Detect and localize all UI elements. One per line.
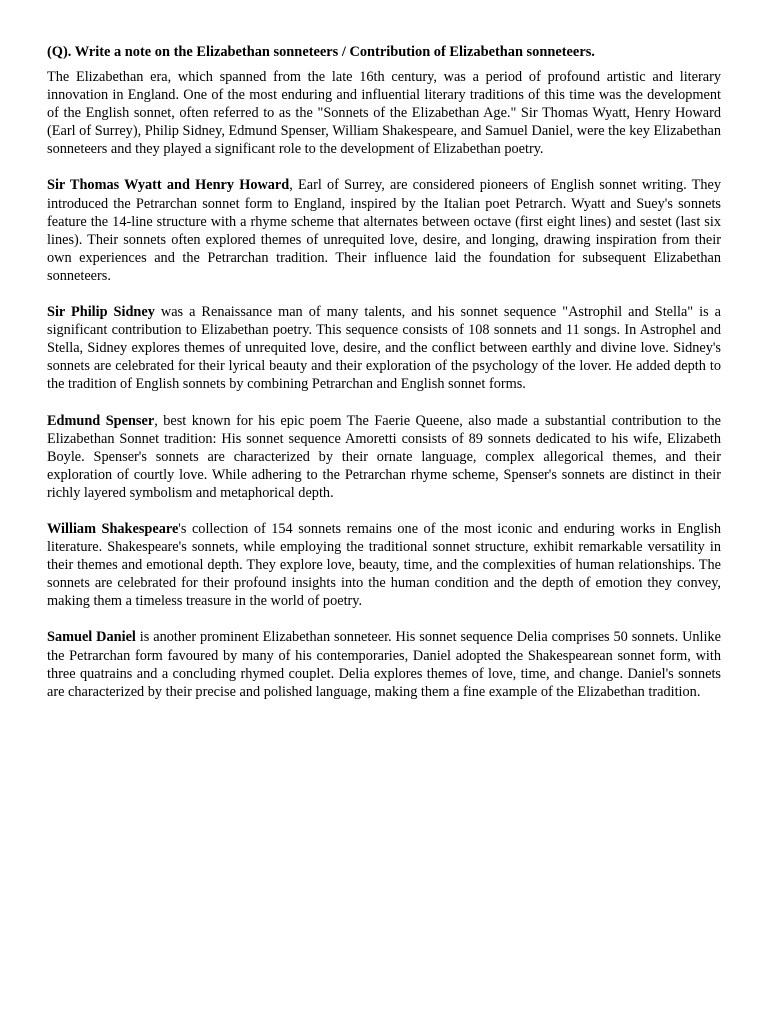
paragraph-text: is another prominent Elizabethan sonneteer. His sonnet sequence Delia comprises 50 sonnets. Unlike the Petrarchan form favoured by many of his contemporaries, Daniel adopted the Shakespearean sonnet form, with three quatrains and a concluding rhymed couplet. Delia explores themes of love, time, and change. Daniel's sonnets are characterized by their precise and polished language, making them a fine example of the Elizabethan tradition. [47,629,721,700]
paragraph-lead: Sir Thomas Wyatt and Henry Howard [47,177,290,194]
paragraph-text: was a Renaissance man of many talents, and his sonnet sequence "Astrophil and Stella" is a significant contribution to Elizabethan poetry. This sequence consists of 108 sonnets and 11 songs. In Astrophel and Stella, Sidney explores themes of unrequited love, desire, and the conflict between earthly and divine love. Sidney's sonnets are celebrated for their lyrical beauty and their exploration of the psychology of the lover. He added depth to the tradition of English sonnets by combining Petrarchan and English sonnet forms. [47,304,722,393]
paragraph-sidney [47,303,721,393]
document-page [47,43,721,719]
paragraph-text: , best known for his epic poem The Faerie Queene, also made a substantial contribution to the Elizabethan Sonnet tradition: His sonnet sequence Amoretti consists of 89 sonnets dedicated to his wife, Elizabeth Boyle. Spenser's sonnets are characterized by their ornate language, complex allegorical themes, and their exploration of courtly love. While adhering to the Petrarchan rhyme scheme, Spenser's sonnets are distinct in their richly layered symbolism and metaphorical depth. [47,412,722,501]
question-heading: (Q). Write a note on the Elizabethan sonneteers / Contribution of Elizabethan sonneteers. [47,44,595,60]
paragraph-daniel [47,628,721,700]
paragraph-text: , Earl of Surrey, are considered pioneers of English sonnet writing. They introduced the Petrarchan sonnet form to England, inspired by the Italian poet Petrarch. Wyatt and Suey's sonnets feature the 14-line structure with a rhyme scheme that alternates between octave (first eight lines) and sestet (last six lines). Their sonnets often explored themes of unrequited love, desire, and longing, drawing inspiration from their own experiences and the Petrarchan tradition. Their influence laid the foundation for subsequent Elizabethan sonneteers. [47,177,721,284]
paragraph-wyatt-howard [47,176,721,285]
paragraph-lead: Sir Philip Sidney [47,304,155,321]
paragraph-lead: Edmund Spenser [47,412,155,429]
paragraph-shakespeare [47,520,721,610]
intro-paragraph: The Elizabethan era, which spanned from the late 16th century, was a period of profound artistic and literary innovation in England. One of the most enduring and influential literary traditions of this time was the development of the English sonnet, often referred to as the "Sonnets of the Elizabethan Age." Sir Thomas Wyatt, Henry Howard (Earl of Surrey), Philip Sidney, Edmund Spenser, William Shakespeare, and Samuel Daniel, were the key Elizabethan sonneteers and they played a significant role to the development of Elizabethan poetry. [47,69,721,158]
paragraph-text: 's collection of 154 sonnets remains one of the most iconic and enduring works in English literature. Shakespeare's sonnets, while employing the traditional sonnet structure, exhibit remarkable versatility in their themes and emotional depth. They explore love, beauty, time, and the complexities of human relationships. The sonnets are celebrated for their profound insights into the human condition and the depth of emotion they convey, making them a timeless treasure in the world of poetry. [47,520,721,610]
paragraph-lead: William Shakespeare [47,520,179,537]
paragraph-spenser [47,412,721,502]
paragraph-lead: Samuel Daniel [47,629,136,646]
